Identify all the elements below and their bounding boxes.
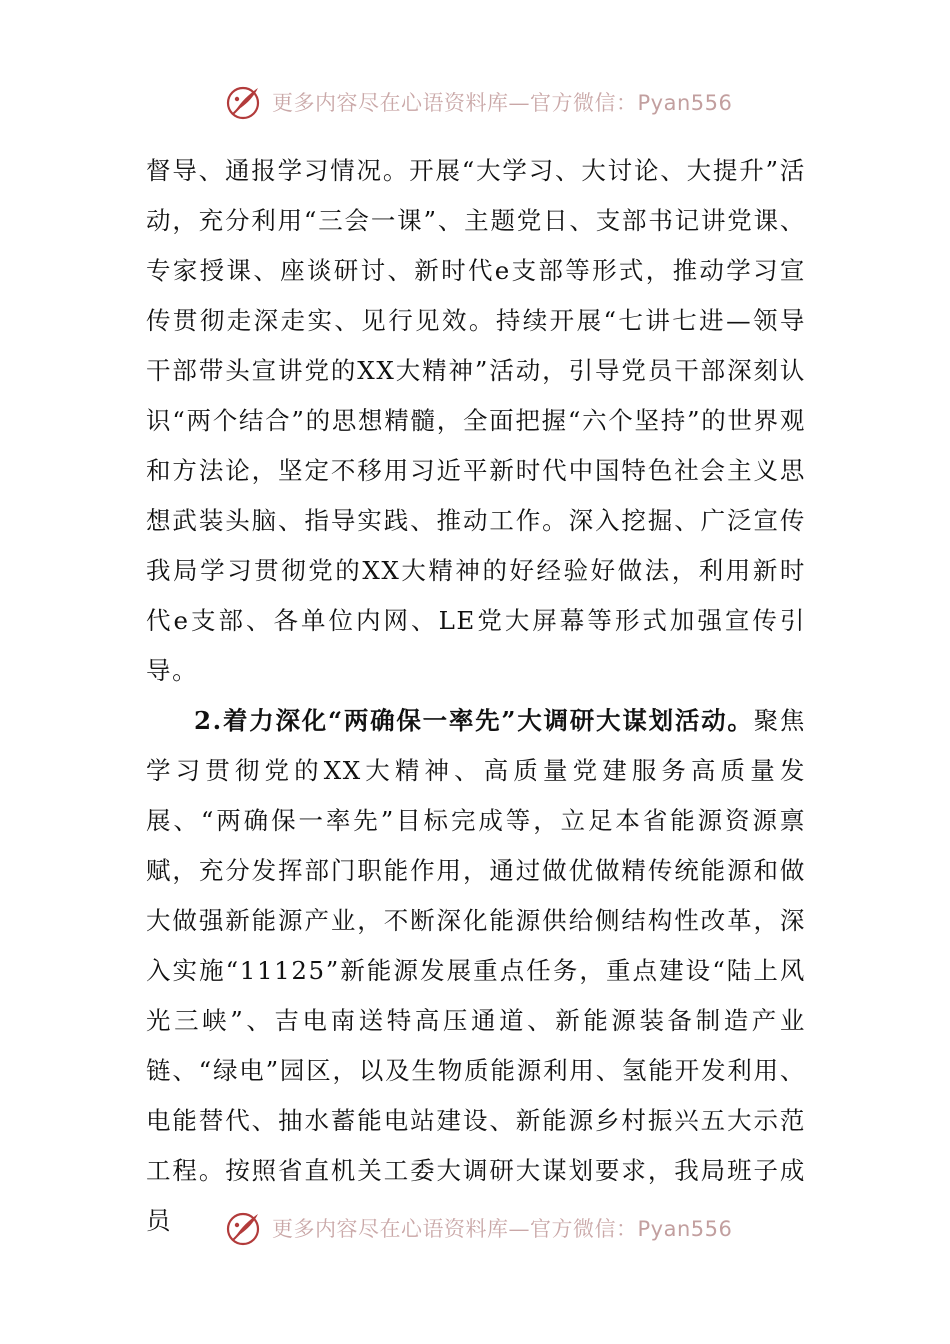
watermark-id: Pyan556 — [637, 1217, 733, 1241]
watermark-text: 更多内容尽在心语资料库—官方微信：Pyan556 — [272, 1217, 733, 1241]
paragraph-2-heading: 2.着力深化“两确保一率先”大调研大谋划活动。 — [194, 706, 754, 735]
paragraph-2 — [146, 696, 806, 1246]
paragraph-2-text: 聚焦学习贯彻党的XX大精神、高质量党建服务高质量发展、“两确保一率先”目标完成等，立足本省能源资源禀赋，充分发挥部门职能作用，通过做优做精传统能源和做大做强新能源产业，不断深化能源供给侧结构性改革，深入实施“11125”新能源发展重点任务，重点建设“陆上风光三峡”、吉电南送特高压通道、新能源装备制造产业链、“绿电”园区，以及生物质能源利用、氢能开发利用、电能替代、抽水蓄能电站建设、新能源乡村振兴五大示范工程。按照省直机关工委大调研大谋划要求，我局班子成员 — [146, 706, 807, 1235]
quill-circle-icon — [224, 1208, 264, 1248]
watermark-id: Pyan556 — [637, 91, 733, 115]
paragraph-1-text: 督导、通报学习情况。开展“大学习、大讨论、大提升”活动，充分利用“三会一课”、主题党日、支部书记讲党课、专家授课、座谈研讨、新时代e支部等形式，推动学习宣传贯彻走深走实、见行见效。持续开展“七讲七进—领导干部带头宣讲党的XX大精神”活动，引导党员干部深刻认识“两个结合”的思想精髓，全面把握“六个坚持”的世界观和方法论，坚定不移用习近平新时代中国特色社会主义思想武装头脑、指导实践、推动工作。深入挖掘、广泛宣传我局学习贯彻党的XX大精神的好经验好做法，利用新时代e支部、各单位内网、LE党大屏幕等形式加强宣传引导。 — [146, 156, 806, 685]
quill-circle-icon — [224, 82, 264, 122]
watermark-footer — [224, 1208, 732, 1248]
paragraph-1 — [146, 146, 806, 696]
watermark-header — [224, 82, 732, 122]
watermark-text: 更多内容尽在心语资料库—官方微信：Pyan556 — [272, 91, 733, 115]
document-body — [146, 146, 806, 1246]
